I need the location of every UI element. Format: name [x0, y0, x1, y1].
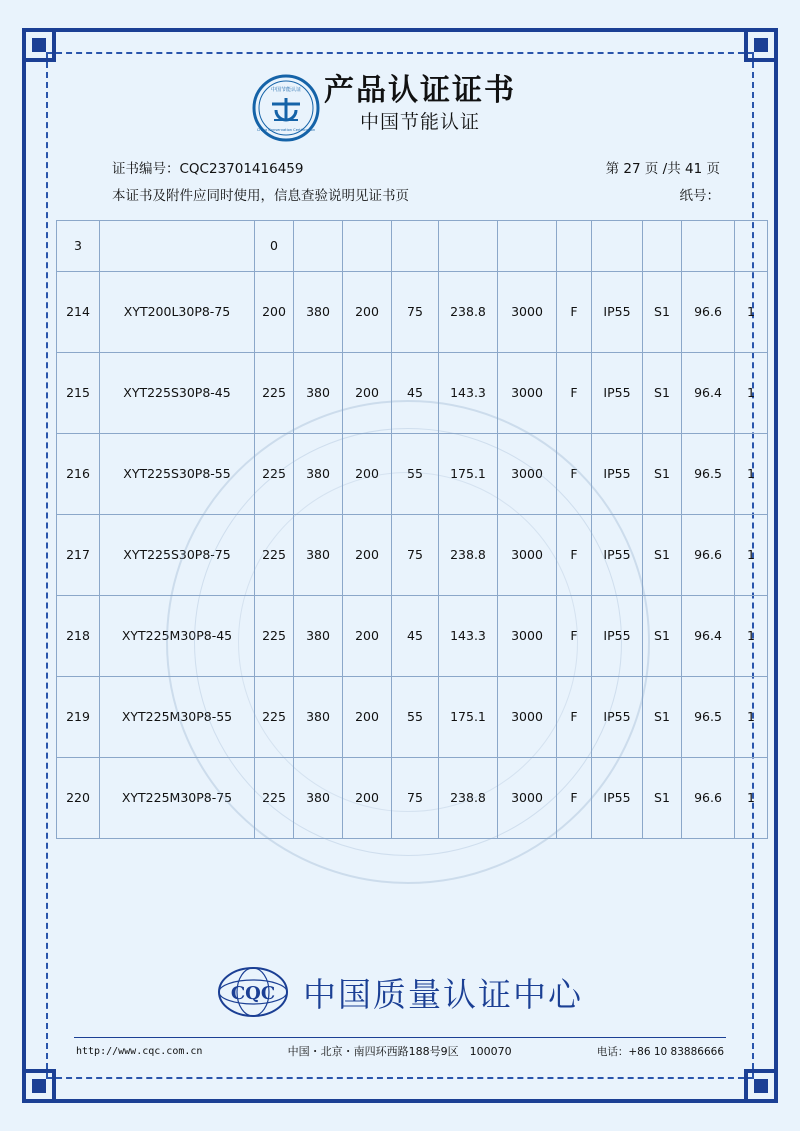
svg-text:中国节能认证: 中国节能认证 [270, 87, 302, 93]
cell-duty: S1 [643, 434, 682, 515]
footer-brand [56, 965, 744, 1019]
title-block [324, 74, 516, 137]
cell-power [392, 221, 439, 272]
cell-power: 75 [392, 515, 439, 596]
cell-speed: 3000 [498, 434, 557, 515]
cell-current: 238.8 [439, 272, 498, 353]
cell-last: 1 [735, 515, 768, 596]
cell-insulation: F [557, 515, 592, 596]
cert-number-value: CQC23701416459 [179, 161, 304, 177]
cell-current: 238.8 [439, 515, 498, 596]
table-row [57, 353, 768, 434]
cell-efficiency: 96.4 [682, 596, 735, 677]
cell-frequency: 200 [343, 758, 392, 839]
cell-speed: 3000 [498, 353, 557, 434]
cell-frame: 200 [255, 272, 294, 353]
cell-duty: S1 [643, 272, 682, 353]
cert-number-label: 证书编号： [112, 161, 180, 177]
cell-power: 55 [392, 434, 439, 515]
svg-text:CQC: CQC [230, 983, 276, 1004]
cell-frequency: 200 [343, 434, 392, 515]
cell-protection: IP55 [592, 758, 643, 839]
cell-no: 215 [57, 353, 100, 434]
cell-model: XYT200L30P8-75 [100, 272, 255, 353]
cell-frame: 225 [255, 596, 294, 677]
cell-voltage: 380 [294, 758, 343, 839]
paper-number-label: 纸号： [679, 188, 720, 204]
cell-last: 1 [735, 677, 768, 758]
cell-insulation: F [557, 596, 592, 677]
certificate-header [56, 62, 744, 148]
cell-protection: IP55 [592, 272, 643, 353]
cell-last [735, 221, 768, 272]
footer-info [56, 1038, 744, 1059]
certificate-meta [56, 156, 744, 210]
cell-speed: 3000 [498, 677, 557, 758]
cell-power: 55 [392, 677, 439, 758]
certificate-footer [56, 965, 744, 1059]
cell-duty [643, 221, 682, 272]
cell-frame: 225 [255, 677, 294, 758]
table-row [57, 221, 768, 272]
meta-row-cert-number [56, 156, 744, 183]
cell-protection: IP55 [592, 596, 643, 677]
cell-efficiency: 96.4 [682, 353, 735, 434]
footer-brand-name: 中国质量认证中心 [303, 974, 583, 1014]
certificate-content [56, 62, 755, 1069]
cell-last: 1 [735, 434, 768, 515]
cell-current: 175.1 [439, 677, 498, 758]
cell-model: XYT225S30P8-75 [100, 515, 255, 596]
cell-power: 75 [392, 758, 439, 839]
cell-duty: S1 [643, 596, 682, 677]
cell-frequency: 200 [343, 596, 392, 677]
cell-last: 1 [735, 353, 768, 434]
page-title: 产品认证证书 [324, 72, 516, 108]
page-indicator: 第 27 页 /共 41 页 [605, 161, 720, 177]
cell-model: XYT225S30P8-45 [100, 353, 255, 434]
cell-protection [592, 221, 643, 272]
cell-frequency: 200 [343, 515, 392, 596]
cell-duty: S1 [643, 515, 682, 596]
table-row [57, 758, 768, 839]
cell-model [100, 221, 255, 272]
cell-speed [498, 221, 557, 272]
cell-speed: 3000 [498, 758, 557, 839]
footer-telephone: 电话：+86 10 83886666 [596, 1045, 724, 1058]
cell-last: 1 [735, 758, 768, 839]
table-row [57, 677, 768, 758]
cell-frame: 225 [255, 758, 294, 839]
cell-model: XYT225M30P8-45 [100, 596, 255, 677]
cell-protection: IP55 [592, 677, 643, 758]
cell-voltage: 380 [294, 515, 343, 596]
cell-voltage: 380 [294, 434, 343, 515]
cell-frame: 225 [255, 353, 294, 434]
cell-model: XYT225M30P8-55 [100, 677, 255, 758]
cell-no: 218 [57, 596, 100, 677]
cell-voltage [294, 221, 343, 272]
cell-last: 1 [735, 272, 768, 353]
cell-protection: IP55 [592, 434, 643, 515]
cell-efficiency: 96.6 [682, 515, 735, 596]
cell-insulation [557, 221, 592, 272]
cell-duty: S1 [643, 758, 682, 839]
cell-frame: 0 [255, 221, 294, 272]
usage-notice: 本证书及附件应同时使用，信息查验说明见证书页 [112, 188, 409, 204]
cqc-logo-icon [217, 965, 289, 1019]
footer-url[interactable]: http://www.cqc.com.cn [76, 1045, 203, 1057]
meta-row-notice [56, 183, 744, 210]
cell-no: 220 [57, 758, 100, 839]
page-subtitle: 中国节能认证 [359, 111, 480, 133]
cell-model: XYT225S30P8-55 [100, 434, 255, 515]
cell-voltage: 380 [294, 677, 343, 758]
cell-current [439, 221, 498, 272]
cell-insulation: F [557, 434, 592, 515]
cell-efficiency: 96.5 [682, 677, 735, 758]
cell-power: 75 [392, 272, 439, 353]
cell-protection: IP55 [592, 515, 643, 596]
cell-insulation: F [557, 353, 592, 434]
cell-current: 143.3 [439, 596, 498, 677]
cell-frame: 225 [255, 515, 294, 596]
cell-power: 45 [392, 596, 439, 677]
cell-speed: 3000 [498, 272, 557, 353]
product-table-wrap [56, 220, 755, 839]
product-table [56, 220, 768, 839]
cell-frequency: 200 [343, 677, 392, 758]
cell-voltage: 380 [294, 596, 343, 677]
cell-insulation: F [557, 272, 592, 353]
cell-no: 216 [57, 434, 100, 515]
cell-no: 217 [57, 515, 100, 596]
cell-frequency: 200 [343, 272, 392, 353]
cell-current: 143.3 [439, 353, 498, 434]
cell-efficiency: 96.6 [682, 758, 735, 839]
cell-duty: S1 [643, 677, 682, 758]
cell-no: 214 [57, 272, 100, 353]
cell-efficiency: 96.5 [682, 434, 735, 515]
cqc-seal-icon [252, 74, 320, 142]
cell-voltage: 380 [294, 353, 343, 434]
cell-no: 219 [57, 677, 100, 758]
cell-efficiency [682, 221, 735, 272]
svg-text:China Conservation Certificati: China Conservation Certification [256, 128, 316, 132]
cell-model: XYT225M30P8-75 [100, 758, 255, 839]
table-row [57, 515, 768, 596]
cell-last: 1 [735, 596, 768, 677]
cell-current: 238.8 [439, 758, 498, 839]
cert-number-group [112, 156, 303, 183]
cell-power: 45 [392, 353, 439, 434]
cell-efficiency: 96.6 [682, 272, 735, 353]
cell-frequency: 200 [343, 353, 392, 434]
cell-speed: 3000 [498, 596, 557, 677]
cell-no: 3 [57, 221, 100, 272]
cell-duty: S1 [643, 353, 682, 434]
cell-protection: IP55 [592, 353, 643, 434]
cell-frame: 225 [255, 434, 294, 515]
cell-insulation: F [557, 677, 592, 758]
cell-insulation: F [557, 758, 592, 839]
table-row [57, 596, 768, 677]
cell-speed: 3000 [498, 515, 557, 596]
footer-address: 中国・北京・南四环西路188号9区 100070 [287, 1045, 512, 1058]
cell-current: 175.1 [439, 434, 498, 515]
cell-voltage: 380 [294, 272, 343, 353]
table-row [57, 272, 768, 353]
cell-frequency [343, 221, 392, 272]
table-row [57, 434, 768, 515]
